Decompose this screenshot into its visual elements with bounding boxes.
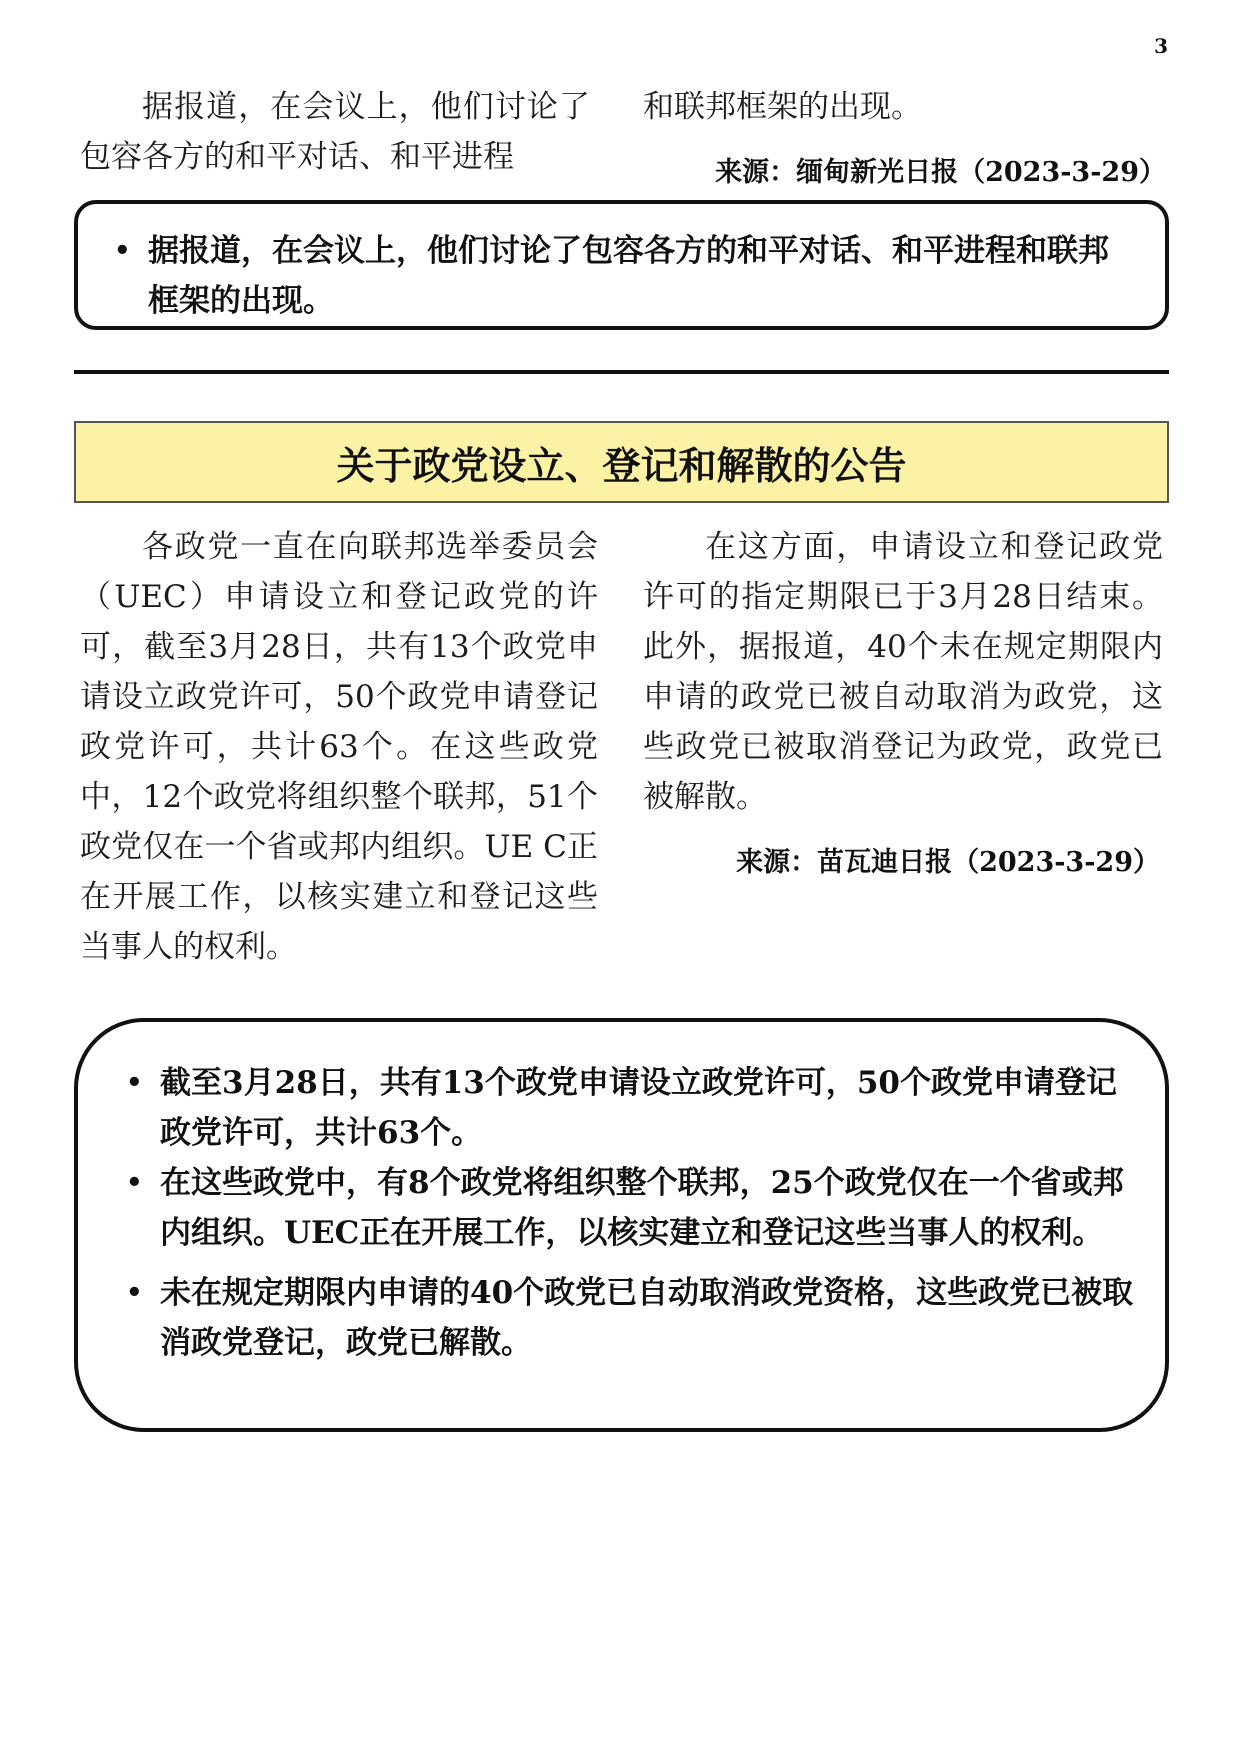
section-divider bbox=[74, 370, 1169, 374]
summary-list-1 bbox=[96, 226, 1137, 326]
article1-left-paragraph: 据报道，在会议上，他们讨论了包容各方的和平对话、和平进程 bbox=[80, 89, 590, 175]
summary-item bbox=[108, 1058, 1135, 1158]
summary-box-2 bbox=[74, 1018, 1169, 1432]
article2-right-paragraph: 在这方面，申请设立和登记政党许可的指定期限已于3月28日结束。此外，据报道，40个未在规定期限内申请的政党已被自动取消为政党，这些政党已被取消登记为政党，政党已被解散。 bbox=[643, 529, 1163, 815]
article2-left-paragraph: 各政党一直在向联邦选举委员会（UEC）申请设立和登记政党的许可，截至3月28日，共有13个政党申请设立政党许可，50个政党申请登记政党许可，共计63个。在这些政党中，12个政党将组织整个联邦，51个政党仅在一个省或邦内组织。UE C正在开展工作，以核实建立和登记这些当事人的权利。 bbox=[80, 529, 598, 965]
summary-item bbox=[108, 1268, 1135, 1368]
summary-list-2 bbox=[108, 1058, 1135, 1368]
bullet-icon: • bbox=[114, 236, 131, 266]
summary-item-text: 在这些政党中，有8个政党将组织整个联邦，25个政党仅在一个省或邦内组织。UEC正在开展工作，以核实建立和登记这些当事人的权利。 bbox=[160, 1165, 1124, 1251]
article1-right-paragraph: 和联邦框架的出现。 bbox=[643, 89, 922, 125]
bullet-icon: • bbox=[126, 1278, 143, 1308]
summary-item-text: 未在规定期限内申请的40个政党已自动取消政党资格，这些政党已被取消政党登记，政党已解散。 bbox=[160, 1275, 1134, 1361]
summary-item bbox=[108, 1158, 1135, 1258]
bullet-icon: • bbox=[126, 1168, 143, 1198]
article2-source: 来源：苗瓦迪日报（2023-3-29） bbox=[736, 847, 1160, 878]
page-number: 3 bbox=[1154, 34, 1168, 58]
article1-source: 来源：缅甸新光日报（2023-3-29） bbox=[715, 157, 1166, 188]
summary-item-text: 据报道，在会议上，他们讨论了包容各方的和平对话、和平进程和联邦框架的出现。 bbox=[148, 233, 1109, 319]
summary-item bbox=[96, 226, 1137, 326]
article2-left-column bbox=[80, 522, 598, 972]
section-title: 关于政党设立、登记和解散的公告 bbox=[74, 421, 1169, 503]
bullet-icon: • bbox=[126, 1068, 143, 1098]
article2-right-column bbox=[643, 522, 1163, 822]
summary-item-text: 截至3月28日，共有13个政党申请设立政党许可，50个政党申请登记政党许可，共计63个。 bbox=[160, 1065, 1117, 1151]
summary-box-1 bbox=[74, 200, 1169, 330]
article1-right-column bbox=[643, 82, 1163, 132]
article1-left-column bbox=[80, 82, 590, 182]
